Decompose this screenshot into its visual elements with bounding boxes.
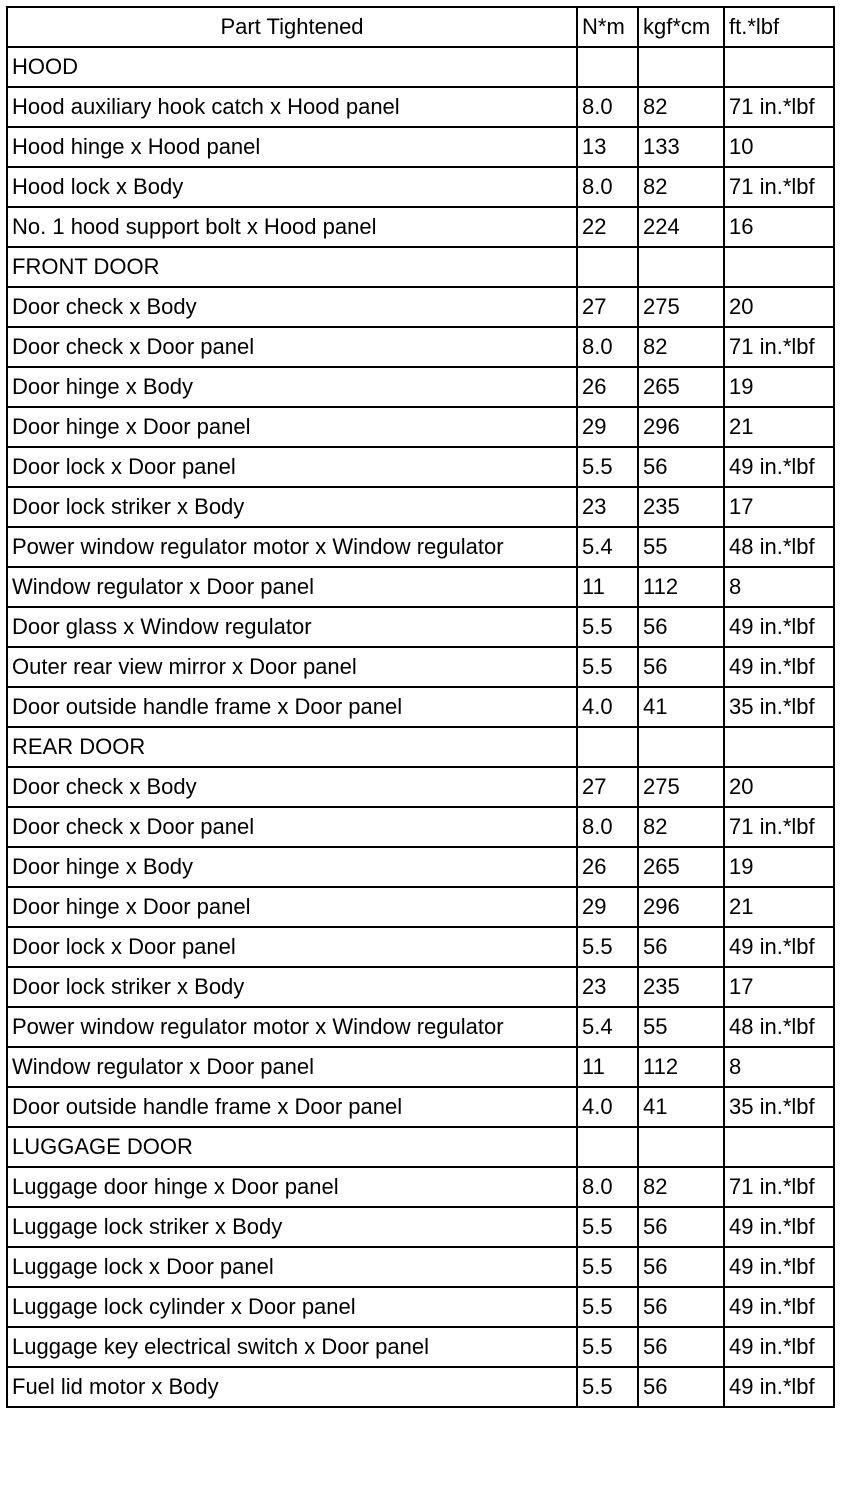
part-cell: Door hinge x Body (7, 847, 577, 887)
part-cell: Window regulator x Door panel (7, 1047, 577, 1087)
section-row (7, 1127, 834, 1167)
nm-cell: 8.0 (577, 87, 638, 127)
kgf-cell: 41 (638, 687, 724, 727)
kgf-cell: 56 (638, 1247, 724, 1287)
part-cell: Window regulator x Door panel (7, 567, 577, 607)
ft-lbf-cell: 48 in.*lbf (724, 1007, 834, 1047)
nm-cell: 8.0 (577, 807, 638, 847)
part-cell: Door glass x Window regulator (7, 607, 577, 647)
kgf-cell: 82 (638, 167, 724, 207)
kgf-cell: 296 (638, 887, 724, 927)
ft-lbf-cell: 49 in.*lbf (724, 447, 834, 487)
empty-cell (724, 1127, 834, 1167)
nm-cell: 5.5 (577, 647, 638, 687)
table-row (7, 1007, 834, 1047)
kgf-cell: 265 (638, 367, 724, 407)
nm-cell: 8.0 (577, 327, 638, 367)
header-ft-lbf: ft.*lbf (724, 7, 834, 47)
table-row (7, 1087, 834, 1127)
kgf-cell: 55 (638, 1007, 724, 1047)
kgf-cell: 56 (638, 1367, 724, 1407)
table-row (7, 207, 834, 247)
nm-cell: 11 (577, 1047, 638, 1087)
part-cell: Door lock x Door panel (7, 927, 577, 967)
ft-lbf-cell: 16 (724, 207, 834, 247)
nm-cell: 29 (577, 887, 638, 927)
part-cell: Door hinge x Body (7, 367, 577, 407)
nm-cell: 4.0 (577, 687, 638, 727)
part-cell: Luggage lock x Door panel (7, 1247, 577, 1287)
part-cell: No. 1 hood support bolt x Hood panel (7, 207, 577, 247)
section-title: LUGGAGE DOOR (7, 1127, 577, 1167)
ft-lbf-cell: 21 (724, 407, 834, 447)
table-body (7, 47, 834, 1407)
part-cell: Door check x Body (7, 287, 577, 327)
nm-cell: 5.5 (577, 607, 638, 647)
header-part-tightened: Part Tightened (7, 7, 577, 47)
table-row (7, 487, 834, 527)
empty-cell (577, 47, 638, 87)
nm-cell: 13 (577, 127, 638, 167)
header-kgf-cm: kgf*cm (638, 7, 724, 47)
ft-lbf-cell: 19 (724, 847, 834, 887)
table-row (7, 287, 834, 327)
table-row (7, 847, 834, 887)
nm-cell: 5.5 (577, 1287, 638, 1327)
part-cell: Door outside handle frame x Door panel (7, 687, 577, 727)
part-cell: Power window regulator motor x Window regulator (7, 527, 577, 567)
kgf-cell: 82 (638, 327, 724, 367)
table-row (7, 607, 834, 647)
section-title: REAR DOOR (7, 727, 577, 767)
kgf-cell: 235 (638, 967, 724, 1007)
ft-lbf-cell: 17 (724, 967, 834, 1007)
kgf-cell: 56 (638, 647, 724, 687)
nm-cell: 5.5 (577, 447, 638, 487)
empty-cell (577, 727, 638, 767)
empty-cell (724, 247, 834, 287)
nm-cell: 5.4 (577, 1007, 638, 1047)
ft-lbf-cell: 20 (724, 767, 834, 807)
table-row (7, 767, 834, 807)
table-row (7, 967, 834, 1007)
section-row (7, 247, 834, 287)
empty-cell (638, 727, 724, 767)
nm-cell: 8.0 (577, 167, 638, 207)
kgf-cell: 41 (638, 1087, 724, 1127)
nm-cell: 27 (577, 767, 638, 807)
kgf-cell: 56 (638, 447, 724, 487)
part-cell: Luggage door hinge x Door panel (7, 1167, 577, 1207)
part-cell: Door hinge x Door panel (7, 407, 577, 447)
kgf-cell: 133 (638, 127, 724, 167)
part-cell: Door lock striker x Body (7, 967, 577, 1007)
nm-cell: 26 (577, 367, 638, 407)
ft-lbf-cell: 71 in.*lbf (724, 1167, 834, 1207)
table-row (7, 887, 834, 927)
ft-lbf-cell: 10 (724, 127, 834, 167)
nm-cell: 4.0 (577, 1087, 638, 1127)
nm-cell: 23 (577, 487, 638, 527)
table-row (7, 1247, 834, 1287)
part-cell: Door check x Door panel (7, 807, 577, 847)
ft-lbf-cell: 17 (724, 487, 834, 527)
ft-lbf-cell: 21 (724, 887, 834, 927)
part-cell: Luggage lock cylinder x Door panel (7, 1287, 577, 1327)
table-row (7, 527, 834, 567)
ft-lbf-cell: 8 (724, 1047, 834, 1087)
part-cell: Door check x Body (7, 767, 577, 807)
section-row (7, 727, 834, 767)
header-row (7, 7, 834, 47)
kgf-cell: 82 (638, 807, 724, 847)
ft-lbf-cell: 35 in.*lbf (724, 687, 834, 727)
table-row (7, 167, 834, 207)
ft-lbf-cell: 8 (724, 567, 834, 607)
part-cell: Hood auxiliary hook catch x Hood panel (7, 87, 577, 127)
table-row (7, 407, 834, 447)
part-cell: Hood hinge x Hood panel (7, 127, 577, 167)
table-row (7, 647, 834, 687)
nm-cell: 5.5 (577, 1367, 638, 1407)
section-row (7, 47, 834, 87)
nm-cell: 29 (577, 407, 638, 447)
ft-lbf-cell: 20 (724, 287, 834, 327)
kgf-cell: 55 (638, 527, 724, 567)
empty-cell (638, 247, 724, 287)
ft-lbf-cell: 71 in.*lbf (724, 167, 834, 207)
part-cell: Door hinge x Door panel (7, 887, 577, 927)
ft-lbf-cell: 48 in.*lbf (724, 527, 834, 567)
ft-lbf-cell: 49 in.*lbf (724, 927, 834, 967)
kgf-cell: 296 (638, 407, 724, 447)
nm-cell: 5.5 (577, 927, 638, 967)
table-row (7, 687, 834, 727)
nm-cell: 5.5 (577, 1207, 638, 1247)
torque-spec-table (6, 6, 835, 1408)
part-cell: Luggage lock striker x Body (7, 1207, 577, 1247)
nm-cell: 5.4 (577, 527, 638, 567)
empty-cell (577, 1127, 638, 1167)
nm-cell: 11 (577, 567, 638, 607)
table-row (7, 1287, 834, 1327)
table-row (7, 1207, 834, 1247)
empty-cell (638, 1127, 724, 1167)
part-cell: Power window regulator motor x Window regulator (7, 1007, 577, 1047)
table-row (7, 567, 834, 607)
empty-cell (724, 47, 834, 87)
ft-lbf-cell: 49 in.*lbf (724, 647, 834, 687)
empty-cell (724, 727, 834, 767)
table-row (7, 927, 834, 967)
section-title: HOOD (7, 47, 577, 87)
part-cell: Luggage key electrical switch x Door panel (7, 1327, 577, 1367)
part-cell: Door lock x Door panel (7, 447, 577, 487)
ft-lbf-cell: 71 in.*lbf (724, 327, 834, 367)
table-row (7, 127, 834, 167)
kgf-cell: 235 (638, 487, 724, 527)
table-row (7, 1327, 834, 1367)
ft-lbf-cell: 19 (724, 367, 834, 407)
ft-lbf-cell: 49 in.*lbf (724, 1287, 834, 1327)
table-row (7, 1167, 834, 1207)
ft-lbf-cell: 49 in.*lbf (724, 607, 834, 647)
ft-lbf-cell: 35 in.*lbf (724, 1087, 834, 1127)
kgf-cell: 56 (638, 1207, 724, 1247)
kgf-cell: 56 (638, 607, 724, 647)
ft-lbf-cell: 49 in.*lbf (724, 1367, 834, 1407)
part-cell: Hood lock x Body (7, 167, 577, 207)
table-row (7, 1047, 834, 1087)
empty-cell (577, 247, 638, 287)
table-row (7, 807, 834, 847)
part-cell: Door lock striker x Body (7, 487, 577, 527)
ft-lbf-cell: 71 in.*lbf (724, 87, 834, 127)
part-cell: Fuel lid motor x Body (7, 1367, 577, 1407)
table-row (7, 447, 834, 487)
kgf-cell: 224 (638, 207, 724, 247)
nm-cell: 5.5 (577, 1327, 638, 1367)
kgf-cell: 275 (638, 767, 724, 807)
ft-lbf-cell: 71 in.*lbf (724, 807, 834, 847)
ft-lbf-cell: 49 in.*lbf (724, 1207, 834, 1247)
nm-cell: 8.0 (577, 1167, 638, 1207)
table-row (7, 1367, 834, 1407)
nm-cell: 23 (577, 967, 638, 1007)
empty-cell (638, 47, 724, 87)
section-title: FRONT DOOR (7, 247, 577, 287)
part-cell: Outer rear view mirror x Door panel (7, 647, 577, 687)
nm-cell: 5.5 (577, 1247, 638, 1287)
kgf-cell: 112 (638, 567, 724, 607)
kgf-cell: 112 (638, 1047, 724, 1087)
table-row (7, 327, 834, 367)
nm-cell: 27 (577, 287, 638, 327)
part-cell: Door check x Door panel (7, 327, 577, 367)
kgf-cell: 275 (638, 287, 724, 327)
kgf-cell: 82 (638, 87, 724, 127)
nm-cell: 22 (577, 207, 638, 247)
kgf-cell: 56 (638, 1287, 724, 1327)
kgf-cell: 265 (638, 847, 724, 887)
kgf-cell: 82 (638, 1167, 724, 1207)
ft-lbf-cell: 49 in.*lbf (724, 1327, 834, 1367)
nm-cell: 26 (577, 847, 638, 887)
table-row (7, 87, 834, 127)
header-newton-meter: N*m (577, 7, 638, 47)
kgf-cell: 56 (638, 927, 724, 967)
ft-lbf-cell: 49 in.*lbf (724, 1247, 834, 1287)
part-cell: Door outside handle frame x Door panel (7, 1087, 577, 1127)
table-row (7, 367, 834, 407)
kgf-cell: 56 (638, 1327, 724, 1367)
